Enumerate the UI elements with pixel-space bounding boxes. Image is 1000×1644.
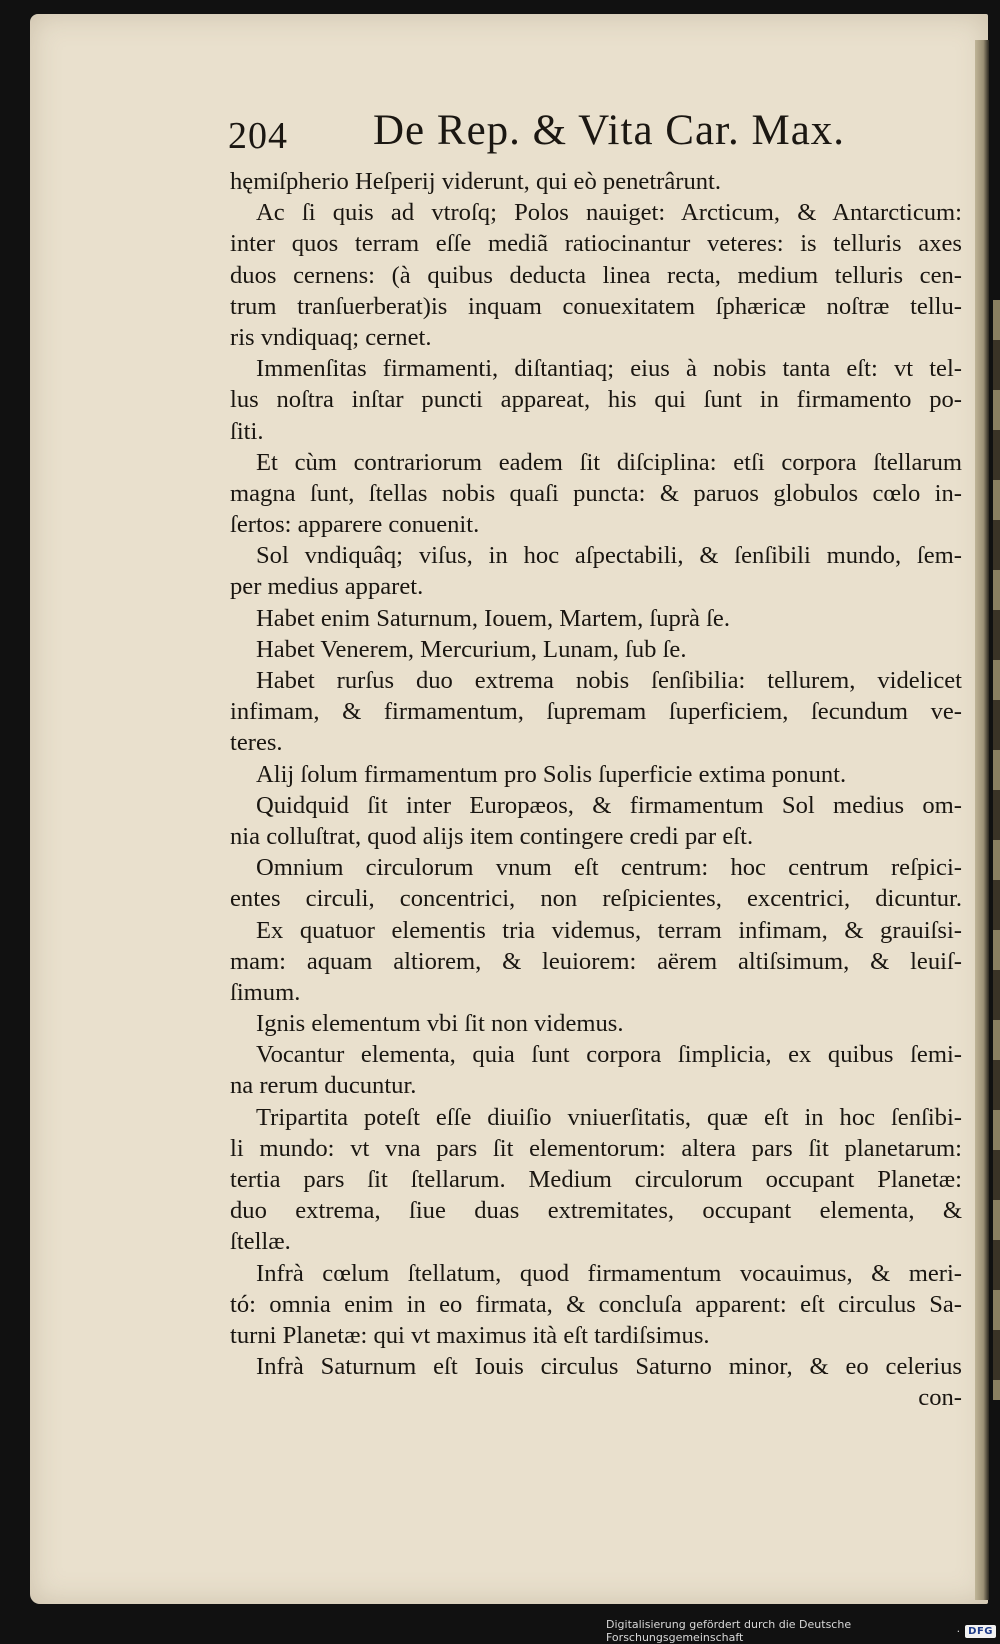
text-line: na rerum ducuntur. — [230, 1072, 417, 1100]
text-line: Ignis elementum vbi ſit non videmus. — [256, 1010, 624, 1038]
catchword: con- — [918, 1384, 962, 1412]
credit-text: Digitalisierung gefördert durch die Deutsche Forschungsgemeinschaft — [606, 1618, 852, 1644]
text-line: Habet rurſus duo extrema nobis ſenſibilia: tellurem, videlicet — [256, 667, 962, 694]
digitization-credit — [606, 1618, 1000, 1644]
text-line: hęmiſpherio Heſperij viderunt, qui eò penetrârunt. — [230, 168, 722, 195]
text-line: tertia pars ſit ſtellarum. Medium circulorum occupant Planetæ: — [230, 1166, 962, 1193]
text-line: Infrà Saturnum eſt Iouis circulus Saturno minor, & eo celerius — [256, 1353, 962, 1381]
text-line: ſimum. — [230, 978, 301, 1006]
text-line: Tripartita poteſt eſſe diuiſio vniuerſitatis, quæ eſt in hoc ſenſibi- — [256, 1103, 962, 1131]
text-line: Habet enim Saturnum, Iouem, Martem, ſuprà ſe. — [256, 604, 730, 632]
running-title: De Rep. & Vita Car. Max. — [373, 107, 846, 154]
text-line: per medius apparet. — [230, 573, 424, 601]
page-header — [228, 106, 868, 166]
text-line: nia colluſtrat, quod alijs item contingere credi par eſt. — [230, 822, 754, 850]
text-line: infimam, & firmamentum, ſupremam ſuperficiem, ſecundum ve- — [230, 698, 962, 726]
body-text — [230, 166, 962, 1414]
text-line: Omnium circulorum vnum eſt centrum: hoc centrum reſpici- — [256, 854, 962, 882]
page-edge-shadow — [993, 300, 1000, 1400]
text-line: li mundo: vt vna pars ſit elementorum: altera pars ſit planetarum: — [230, 1134, 962, 1162]
text-line: Infrà cœlum ſtellatum, quod firmamentum vocauimus, & meri- — [256, 1259, 962, 1287]
text-line: teres. — [230, 729, 283, 757]
text-line: ris vndiquaq; cernet. — [230, 323, 432, 351]
text-line: Ac ſi quis ad vtroſq; Polos nauiget: Arcticum, & Antarcticum: — [256, 199, 962, 227]
page-edge — [975, 40, 989, 1600]
text-line: entes circuli, concentrici, non reſpicientes, excentrici, dicuntur. — [230, 885, 962, 913]
page-number: 204 — [228, 115, 288, 157]
text-line: inter quos terram eſſe mediã ratiocinantur veteres: is telluris axes — [230, 230, 962, 258]
text-line: duos cernens: (à quibus deducta linea recta, medium telluris cen- — [230, 261, 962, 289]
text-line: magna ſunt, ſtellas nobis quaſi puncta: & paruos globulos cœlo in- — [230, 479, 962, 507]
text-line: Immenſitas firmamenti, diſtantiaq; eius à nobis tanta eſt: vt tel- — [256, 355, 962, 383]
credit-separator: · — [956, 1624, 961, 1638]
text-line: lus noſtra inſtar puncti appareat, his qui ſunt in firmamento po- — [230, 386, 962, 414]
text-line: trum tranſuerberat)is inquam conuexitatem ſphæricæ noſtræ tellu- — [230, 292, 962, 320]
text-line: ſtellæ. — [230, 1228, 291, 1256]
text-line: Sol vndiquâq; viſus, in hoc aſpectabili, & ſenſibili mundo, ſem- — [256, 542, 962, 570]
text-line: duo extrema, ſiue duas extremitates, occupant elementa, & — [230, 1197, 962, 1225]
text-line: ſertos: apparere conuenit. — [230, 511, 480, 539]
text-line: Et cùm contrariorum eadem ſit diſciplina: etſi corpora ſtellarum — [256, 448, 962, 476]
text-line: Vocantur elementa, quia ſunt corpora ſimplicia, ex quibus ſemi- — [256, 1041, 962, 1069]
text-line: Habet Venerem, Mercurium, Lunam, ſub ſe. — [256, 635, 687, 663]
text-line: Alij ſolum firmamentum pro Solis ſuperficie extima ponunt. — [256, 760, 847, 788]
text-line: turni Planetæ: qui vt maximus ità eſt tardiſsimus. — [230, 1321, 710, 1349]
text-line: Quidquid ſit inter Europæos, & firmamentum Sol medius om- — [256, 791, 962, 819]
text-line: mam: aquam altiorem, & leuiorem: aërem altiſsimum, & leuiſ- — [230, 947, 962, 975]
text-line: tó: omnia enim in eo firmata, & concluſa apparent: eſt circulus Sa- — [230, 1290, 962, 1318]
text-line: Ex quatuor elementis tria videmus, terram infimam, & grauiſsi- — [256, 916, 962, 944]
dfg-logo-icon: DFG — [965, 1625, 996, 1638]
text-line: ſiti. — [230, 417, 264, 445]
